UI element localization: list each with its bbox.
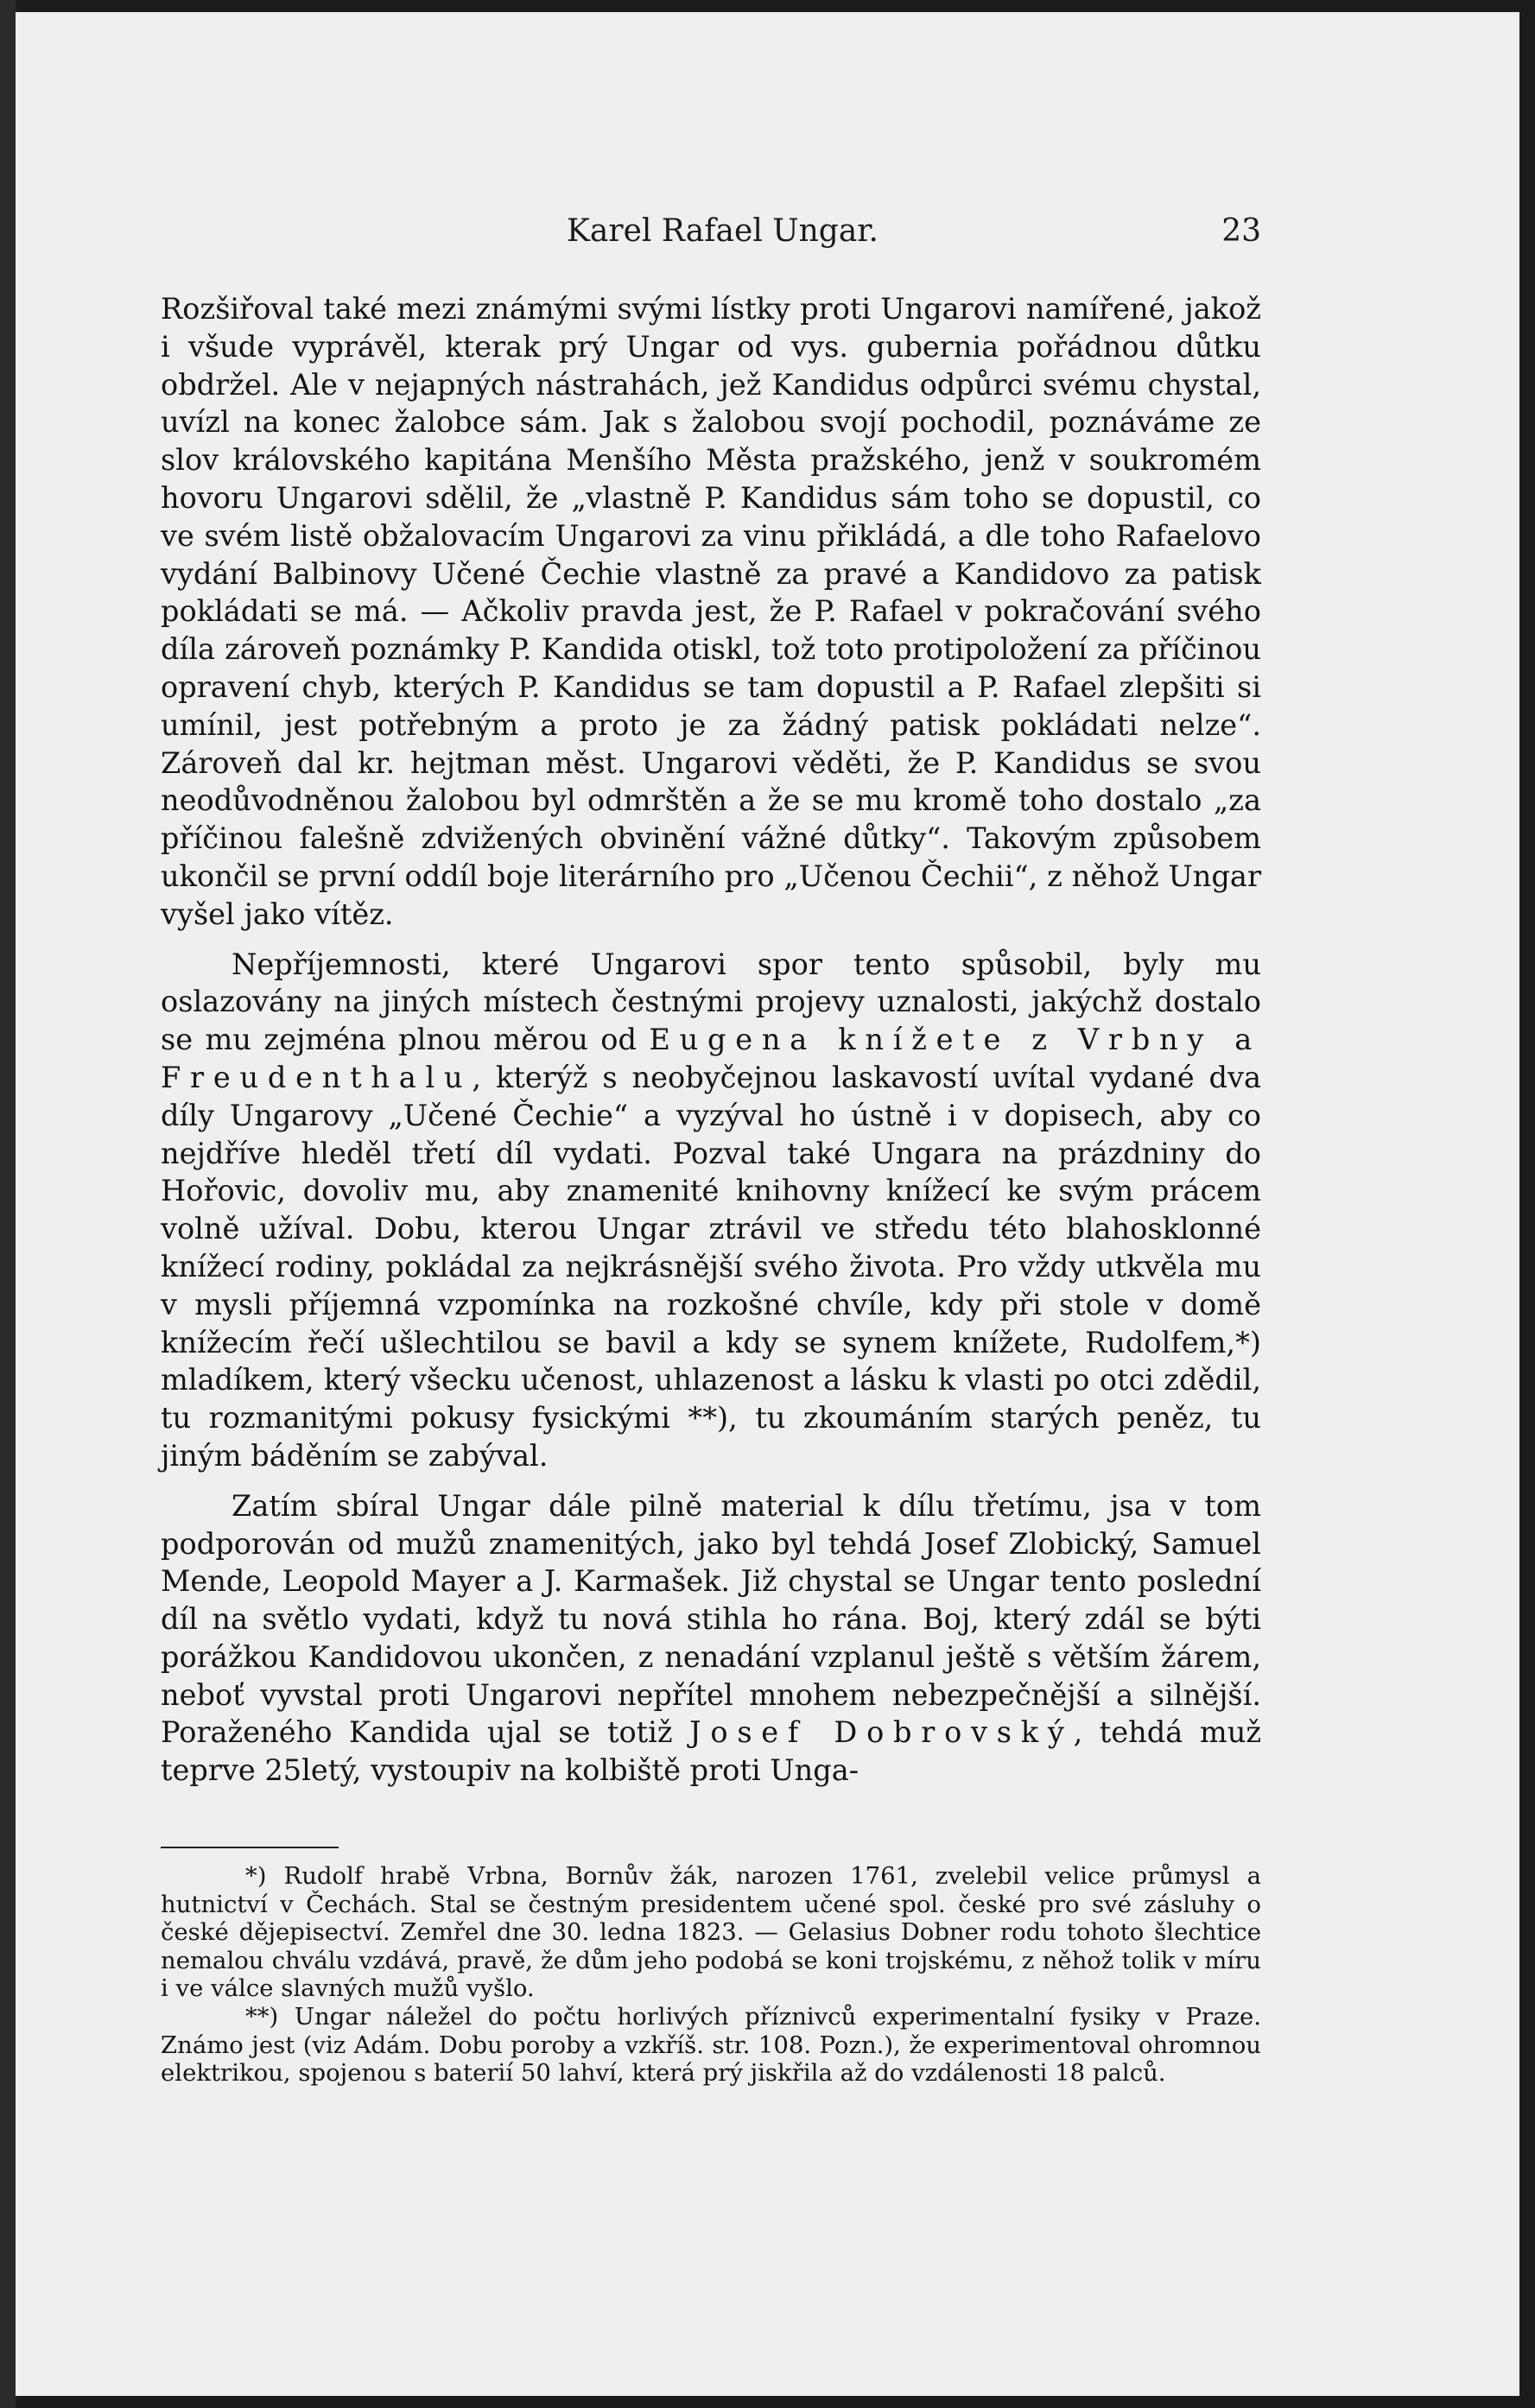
paragraph-3-text-b: , tehdá muž teprve 25letý, vystoupiv na kolbiště proti Unga-: [161, 1715, 1262, 1788]
footnote-rule: [161, 1847, 339, 1848]
body-text: [161, 290, 1261, 1790]
running-head-title: Karel Rafael Ungar.: [567, 213, 879, 249]
paragraph-3: [161, 1487, 1261, 1790]
paragraph-2-text-a: Nepříjemnosti, které Ungarovi spor tento spůsobil, byly mu oslazovány na jiných místech čestnými projevy uznalosti, jakýchž dostalo se mu zejména plnou měrou od: [161, 947, 1261, 1057]
footnotes: [161, 1862, 1261, 2088]
spaced-name-josef-dobrovsky: Josef Dobrovský: [689, 1715, 1074, 1750]
paragraph-2-text-b: , kterýž s neobyčejnou laskavostí uvítal vydané dva díly Ungarovy „Učené Čechie“ a vyzýval ho ústně i v dopisech, aby co nejdříve hleděl třetí díl vydati. Pozval také Ungara na prázdniny do Hořovic, dovoliv mu, aby znamenité knihovny knížecí ke svým prácem volně užíval. Dobu, kterou Ungar ztrávil ve středu této blahosklonné knížecí rodiny, pokládal za nejkrásnější svého života. Pro vždy utkvěla mu v mysli příjemná vzpomínka na rozkošné chvíle, kdy při stole v domě knížecím řečí ušlechtilou se bavil a kdy se synem knížete, Rudolfem,*) mladíkem, který všecku učenost, uhlazenost a lásku k vlasti po otci zdědil, tu rozmanitými pokusy fysickými **), tu zkoumáním starých peněz, tu jiným báděním se zabýval.: [161, 1060, 1261, 1473]
running-head: [161, 213, 1261, 248]
paragraph-2: [161, 946, 1261, 1475]
paragraph-1: Rozšiřoval také mezi známými svými lístky proti Ungarovi namířené, jakož i všude vyprávěl, kterak prý Ungar od vys. gubernia pořádnou důtku obdržel. Ale v nejapných nástrahách, jež Kandidus odpůrci svému chystal, uvízl na konec žalobce sám. Jak s žalobou svojí pochodil, poznáváme ze slov královského kapitána Menšího Města pražského, jenž v soukromém hovoru Ungarovi sdělil, že „vlastně P. Kandidus sám toho se dopustil, co ve svém listě obžalovacím Ungarovi za vinu přikládá, a dle toho Rafaelovo vydání Balbinovy Učené Čechie vlastně za pravé a Kandidovo za patisk pokládati se má. — Ačkoliv pravda jest, že P. Rafael v pokračování svého díla zároveň poznámky P. Kandida otiskl, tož toto protipoložení za příčinou opravení chyb, kterých P. Kandidus se tam dopustil a P. Rafael zlepšiti si umínil, jest potřebným a proto je za žádný patisk pokládati nelze“. Zároveň dal kr. hejtman měst. Ungarovi věděti, že P. Kandidus se svou neodůvodněnou žalobou byl odmrštěn a že se mu kromě toho dostalo „za příčinou falešně zdvižených obvinění vážné důtky“. Takovým způsobem ukončil se první oddíl boje literárního pro „Učenou Čechii“, z něhož Ungar vyšel jako vítěz.: [161, 292, 1261, 931]
footnote-1: *) Rudolf hrabě Vrbna, Bornův žák, narozen 1761, zvelebil velice průmysl a hutnictví v Čechách. Stal se čestným presidentem učené spol. české pro své zásluhy o české dějepisectví. Zemřel dne 30. ledna 1823. — Gelasius Dobner rodu tohoto šlechtice nemalou chválu vzdává, pravě, že dům jeho podobá se koni trojskému, z něhož tolik v míru i ve válce slavných mužů vyšlo.: [161, 1862, 1261, 2003]
footnote-2: **) Ungar náležel do počtu horlivých příznivců experimentalní fysiky v Praze. Známo jest (viz Adám. Dobu poroby a vzkříš. str. 108. Pozn.), že experimentoval ohromnou elektrikou, spojenou s baterií 50 lahví, která prý jiskřila až do vzdálenosti 18 palců.: [161, 2002, 1261, 2088]
spaced-name-eugen-vrbna: Eugena knížete z Vrbny a Freudenthalu: [161, 1023, 1261, 1094]
paragraph-3-text-a: Zatím sbíral Ungar dále pilně material k dílu třetímu, jsa v tom podporován od mužů znamenitých, jako byl tehdá Josef Zlobický, Samuel Mende, Leopold Mayer a J. Karmašek. Již chystal se Ungar tento poslední díl na světlo vydati, když tu nová stihla ho rána. Boj, který zdál se býti porážkou Kandidovou ukončen, z nenadání vzplanul ještě s větším žárem, neboť vyvstal proti Ungarovi nepřítel mnohem nebezpečnější a silnější. Poraženého Kandida ujal se totiž: [161, 1488, 1261, 1750]
book-spine-shadow: [0, 0, 16, 2408]
page-number: 23: [1221, 213, 1261, 249]
